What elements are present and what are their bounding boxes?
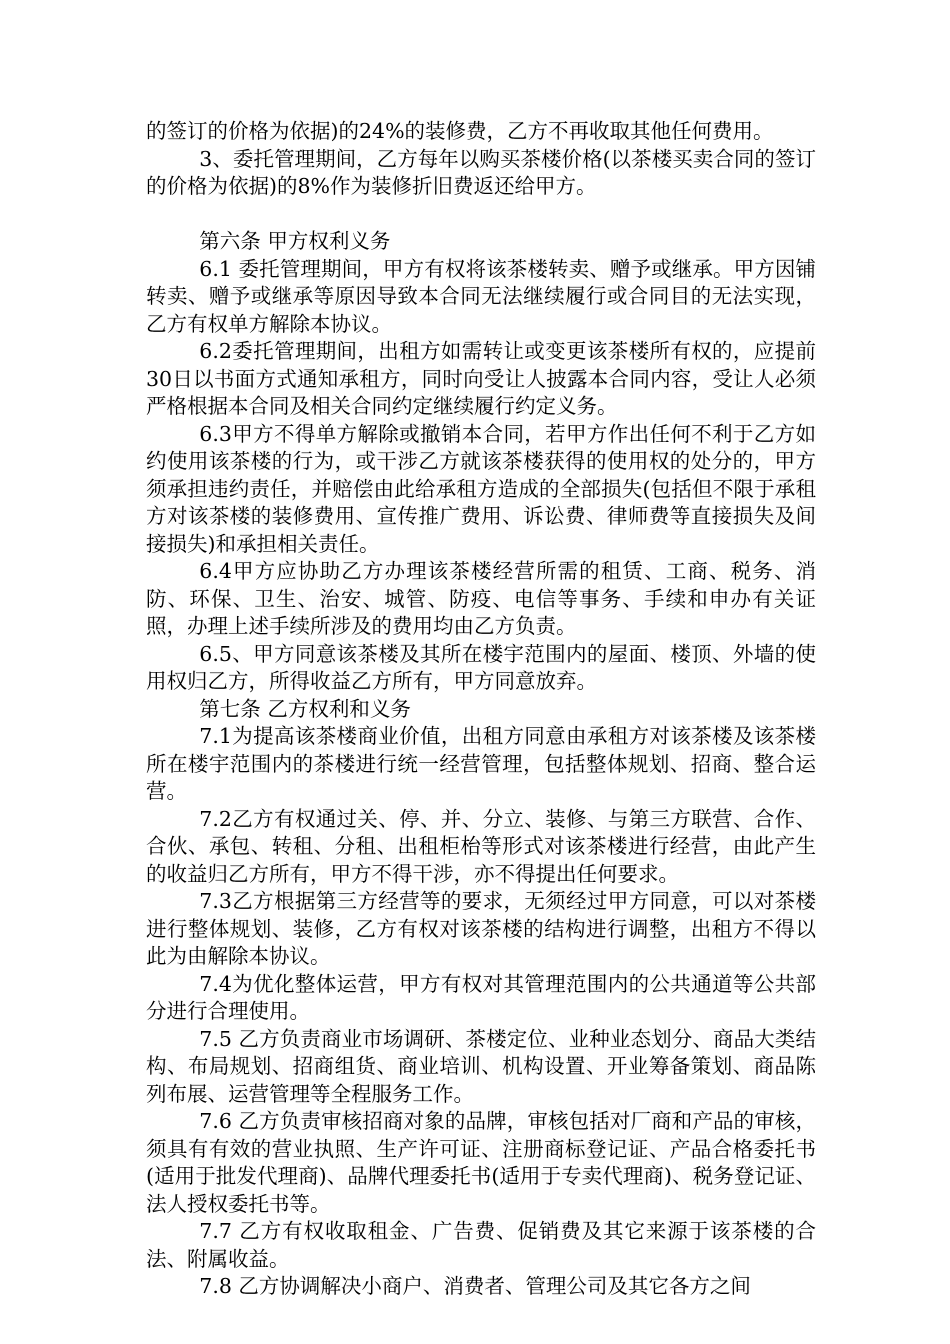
clause-6-2: 6.2委托管理期间，出租方如需转让或变更该茶楼所有权的，应提前30日以书面方式通知承租方，同时向受让人披露本合同内容，受让人必须严格根据本合同及相关合同约定继续履行约定义务。 [146,339,816,418]
clause-6-1: 6.1 委托管理期间，甲方有权将该茶楼转卖、赠予或继承。甲方因铺转卖、赠予或继承等原因导致本合同无法继续履行或合同目的无法实现，乙方有权单方解除本协议。 [146,256,816,336]
paragraph-continuation: 的签订的价格为依据)的24%的装修费，乙方不再收取其他任何费用。 [146,119,774,143]
article-6-heading: 第六条 甲方权利义务 [199,229,391,253]
paragraph-clause-3: 3、委托管理期间，乙方每年以购买茶楼价格(以茶楼买卖合同的签订的价格为依据)的8%作为装修折旧费返还给甲方。 [146,146,816,198]
document-page [146,118,816,1301]
clause-7-1: 7.1为提高该茶楼商业价值，出租方同意由承租方对该茶楼及该茶楼所在楼宇范围内的茶楼进行统一经营管理，包括整体规划、招商、整合运营。 [146,724,816,803]
article-7-heading: 第七条 乙方权利和义务 [199,696,411,721]
clause-7-6: 7.6 乙方负责审核招商对象的品牌，审核包括对厂商和产品的审核，须具有有效的营业执照、生产许可证、注册商标登记证、产品合格委托书(适用于批发代理商)、品牌代理委托书(适用于专卖代理商)、税务登记证、法人授权委托书等。 [146,1109,816,1216]
clause-7-8: 7.8 乙方协调解决小商户、消费者、管理公司及其它各方之间 [199,1274,751,1298]
clause-7-7: 7.7 乙方有权收取租金、广告费、促销费及其它来源于该茶楼的合法、附属收益。 [146,1219,816,1271]
clause-6-5: 6.5、甲方同意该茶楼及其所在楼宇范围内的屋面、楼顶、外墙的使用权归乙方，所得收益乙方所有，甲方同意放弃。 [146,641,816,693]
clause-7-2: 7.2乙方有权通过关、停、并、分立、装修、与第三方联营、合作、合伙、承包、转租、分租、出租柜枱等形式对该茶楼进行经营，由此产生的收益归乙方所有，甲方不得干涉，亦不得提出任何要求。 [146,806,816,886]
blank-line [146,201,816,229]
clause-7-4: 7.4为优化整体运营，甲方有权对其管理范围内的公共通道等公共部分进行合理使用。 [146,971,816,1023]
clause-7-3: 7.3乙方根据第三方经营等的要求，无须经过甲方同意，可以对茶楼进行整体规划、装修，乙方有权对该茶楼的结构进行调整，出租方不得以此为由解除本协议。 [146,889,816,968]
clause-6-4: 6.4甲方应协助乙方办理该茶楼经营所需的租赁、工商、税务、消防、环保、卫生、治安、城管、防疫、电信等事务、手续和申办有关证照，办理上述手续所涉及的费用均由乙方负责。 [146,559,816,638]
clause-6-3: 6.3甲方不得单方解除或撤销本合同，若甲方作出任何不利于乙方如约使用该茶楼的行为，或干涉乙方就该茶楼获得的使用权的处分的，甲方须承担违约责任，并赔偿由此给承租方造成的全部损失(包括但不限于承租方对该茶楼的装修费用、宣传推广费用、诉讼费、律师费等直接损失及间接损失)和承担相关责任。 [146,421,816,556]
clause-7-5: 7.5 乙方负责商业市场调研、茶楼定位、业种业态划分、商品大类结构、布局规划、招商组货、商业培训、机构设置、开业筹备策划、商品陈列布展、运营管理等全程服务工作。 [146,1026,816,1106]
